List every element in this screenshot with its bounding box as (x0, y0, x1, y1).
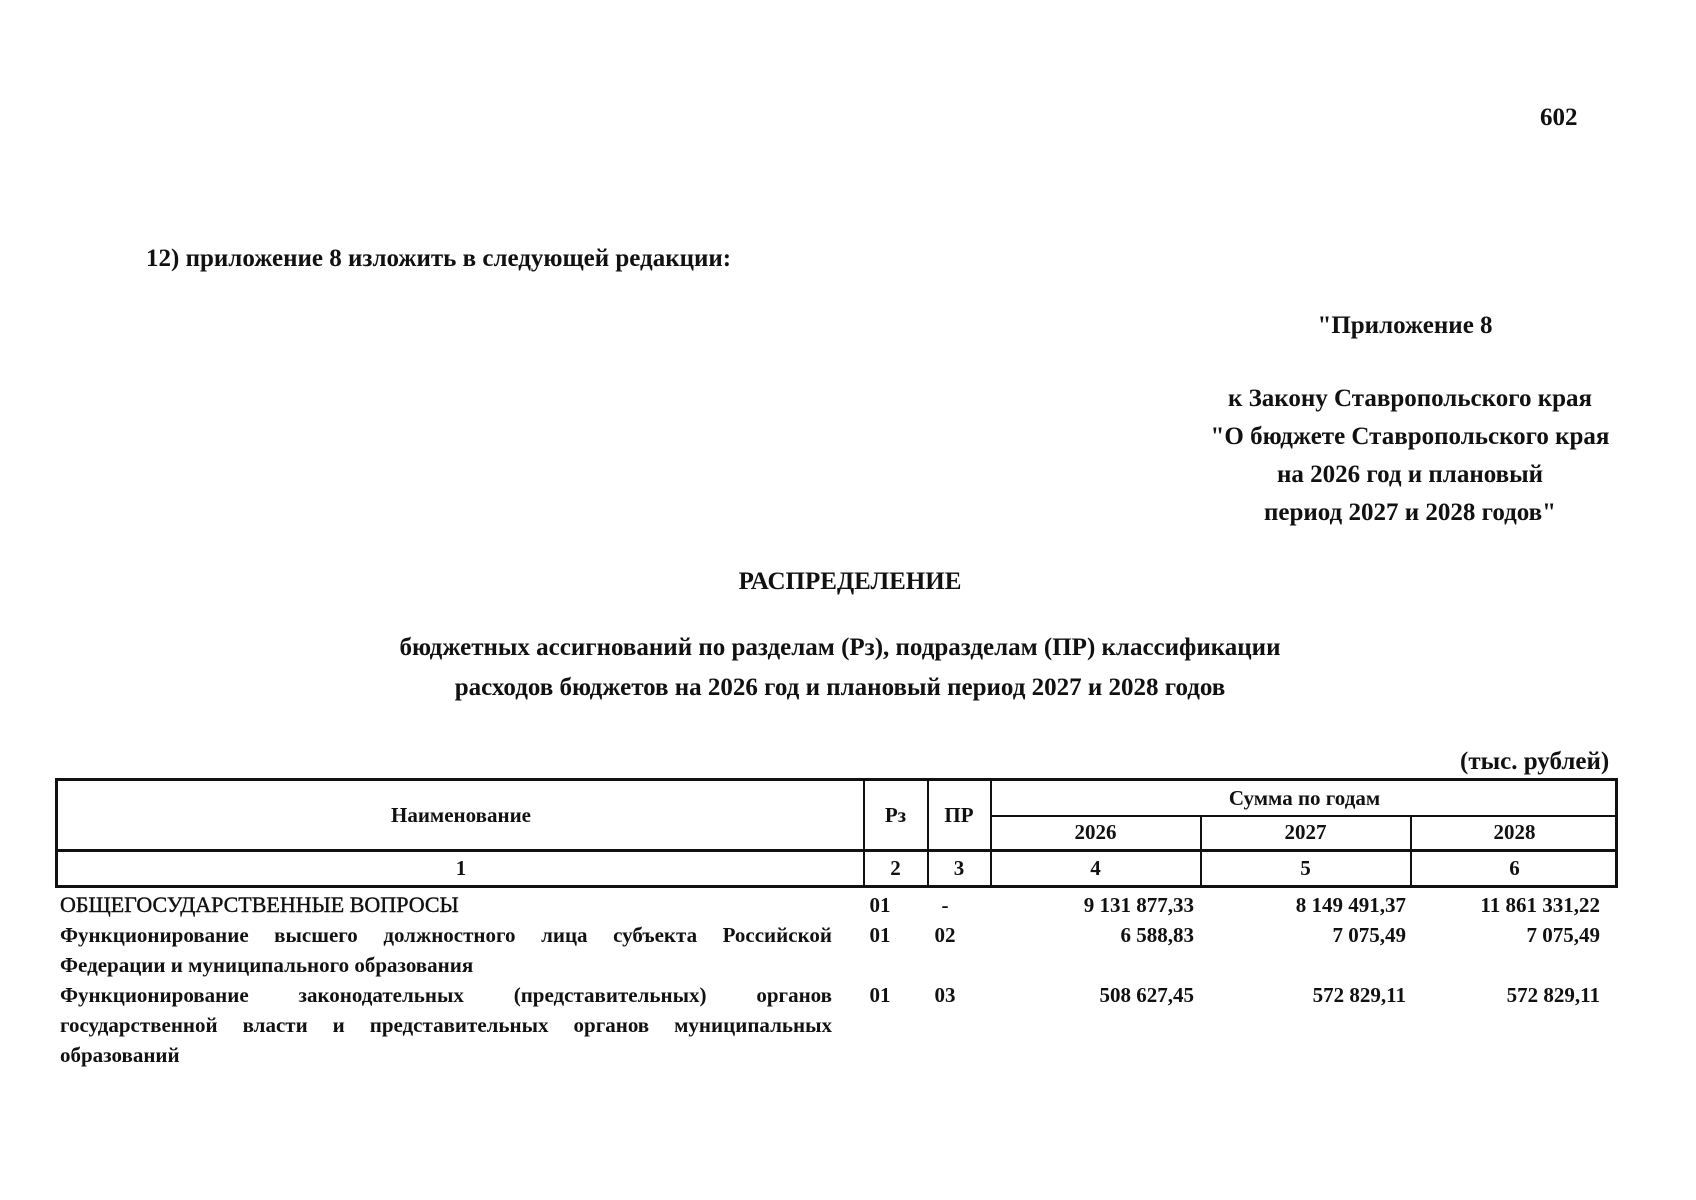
row-value-2026: 9 131 877,33 (1083, 893, 1194, 917)
appendix-line: период 2027 и 2028 годов" (1263, 499, 1557, 526)
row-name: Функционирование законодательных (представительных) органов государственной власти и представительных органов муниципальных образований (60, 983, 832, 1067)
row-rz: 01 (869, 923, 891, 947)
appendix-title: "Приложение 8 (1317, 312, 1493, 339)
row-rz: 01 (869, 893, 891, 917)
header-year: 2027 (1284, 820, 1327, 844)
row-pr: - (941, 893, 949, 917)
column-number: 4 (1090, 855, 1101, 880)
appendix-reference (1190, 380, 1630, 532)
page-number: 602 (1540, 104, 1578, 131)
row-value-2026: 508 627,45 (1099, 983, 1194, 1007)
row-value-2028: 572 829,11 (1506, 983, 1600, 1007)
units-label: (тыс. рублей) (1460, 748, 1610, 775)
subtitle-line: расходов бюджетов на 2026 год и плановый период 2027 и 2028 годов (454, 674, 1226, 701)
subtitle-line: бюджетных ассигнований по разделам (Рз), подразделам (ПР) классификации (399, 634, 1281, 661)
column-number: 1 (455, 855, 467, 880)
row-value-2027: 8 149 491,37 (1295, 893, 1406, 917)
row-name: Функционирование высшего должностного лица субъекта Российской Федерации и муниципального образования (60, 923, 832, 977)
table-header (55, 778, 1618, 888)
column-number: 3 (953, 855, 965, 880)
appendix-line: "О бюджете Ставропольского края (1210, 423, 1610, 450)
appendix-line: на 2026 год и плановый (1276, 461, 1544, 488)
row-value-2028: 11 861 331,22 (1480, 893, 1600, 917)
column-number: 6 (1509, 855, 1520, 880)
row-value-2028: 7 075,49 (1526, 923, 1600, 947)
column-number: 2 (890, 855, 901, 880)
header-name: Наименование (391, 802, 531, 827)
column-number: 5 (1300, 855, 1311, 880)
row-pr: 02 (934, 923, 956, 947)
row-name: ОБЩЕГОСУДАРСТВЕННЫЕ ВОПРОСЫ (60, 892, 459, 917)
header-pr: ПР (944, 802, 974, 827)
row-rz: 01 (869, 983, 891, 1007)
header-rz: Рз (884, 802, 907, 827)
row-value-2026: 6 588,83 (1120, 923, 1194, 947)
row-pr: 03 (934, 983, 956, 1007)
header-year: 2028 (1493, 820, 1536, 844)
document-subtitle (200, 628, 1480, 708)
header-year: 2026 (1074, 820, 1117, 844)
header-sum-by-years: Сумма по годам (1228, 785, 1381, 810)
row-value-2027: 7 075,49 (1332, 923, 1406, 947)
intro-text: 12) приложение 8 изложить в следующей редакции: (146, 245, 732, 272)
row-value-2027: 572 829,11 (1312, 983, 1406, 1007)
document-title: РАСПРЕДЕЛЕНИЕ (738, 568, 962, 595)
appendix-line: к Закону Ставропольского края (1227, 385, 1593, 412)
